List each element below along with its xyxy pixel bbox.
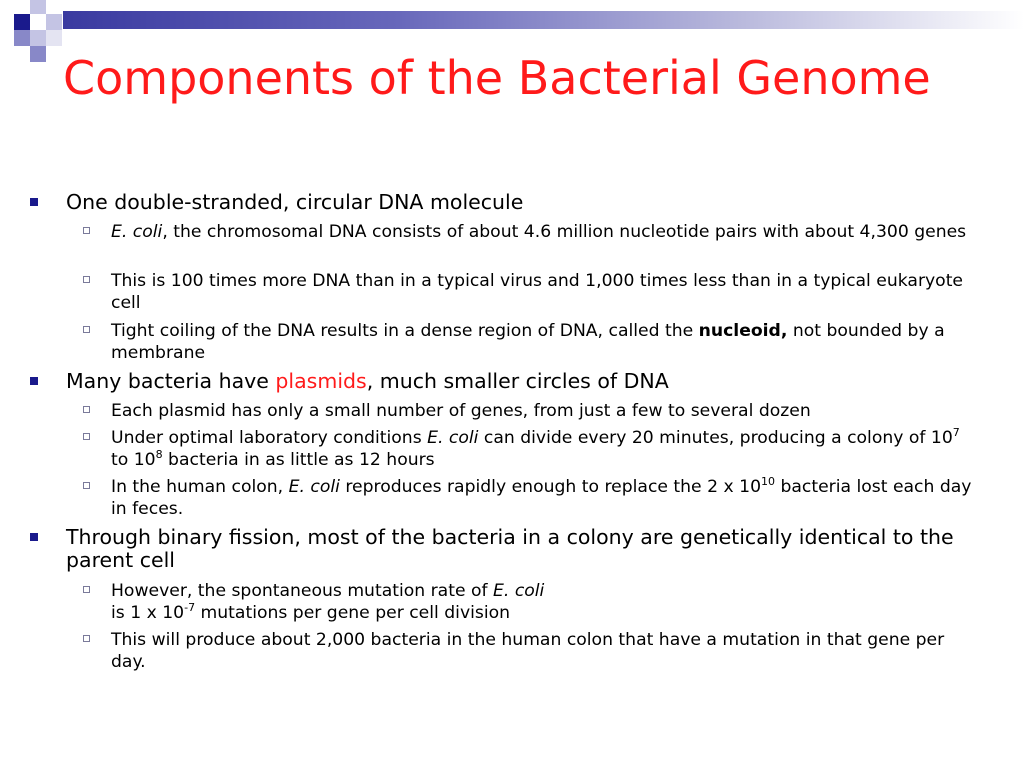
bullet-binary-fission: Through binary fission, most of the bacteria in a colony are genetically identical to the parent cell [66, 526, 986, 572]
square-bullet-icon [30, 533, 38, 541]
hollow-square-bullet-icon [83, 276, 90, 283]
hollow-square-bullet-icon [83, 326, 90, 333]
subbullet-plasmid-genes: Each plasmid has only a small number of genes, from just a few to several dozen [111, 400, 981, 422]
hollow-square-bullet-icon [83, 227, 90, 234]
subbullet-division-rate: Under optimal laboratory conditions E. coli can divide every 20 minutes, producing a colony of $10^7$ to $10^8$ bacteria in as little as 12 hours [111, 427, 981, 471]
bullet-plasmids: Many bacteria have plasmids, much smaller circles of DNA [66, 370, 986, 393]
slide-title: Components of the Bacterial Genome [63, 51, 931, 105]
subbullet-mutation-count: This will produce about 2,000 bacteria in the human colon that have a mutation in that gene per day. [111, 629, 981, 673]
square-bullet-icon [30, 198, 38, 206]
square-bullet-icon [30, 377, 38, 385]
hollow-square-bullet-icon [83, 586, 90, 593]
bullet-dna-molecule: One double-stranded, circular DNA molecule [66, 191, 986, 214]
subbullet-mutation-rate: However, the spontaneous mutation rate of E. coli is 1 x $10^{-7}$ mutations per gene per cell division [111, 580, 981, 624]
hollow-square-bullet-icon [83, 406, 90, 413]
subbullet-dna-comparison: This is 100 times more DNA than in a typical virus and 1,000 times less than in a typical eukaryote cell [111, 270, 981, 314]
subbullet-ecoli-chromosome: E. coli, the chromosomal DNA consists of about 4.6 million nucleotide pairs with about 4,300 genes [111, 221, 981, 243]
hollow-square-bullet-icon [83, 482, 90, 489]
hollow-square-bullet-icon [83, 433, 90, 440]
subbullet-human-colon: In the human colon, E. coli reproduces rapidly enough to replace the 2 x $10^{10}$ bacteria lost each day in feces. [111, 476, 981, 520]
hollow-square-bullet-icon [83, 635, 90, 642]
subbullet-nucleoid: Tight coiling of the DNA results in a dense region of DNA, called the nucleoid, not bounded by a membrane [111, 320, 981, 364]
